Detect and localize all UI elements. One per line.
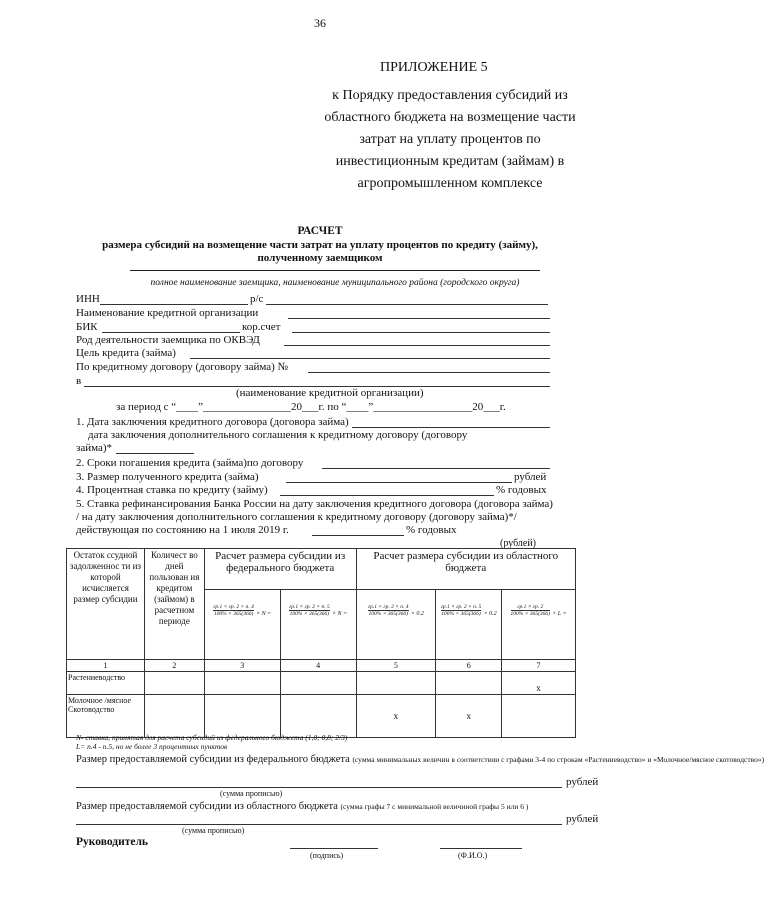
- rs-field[interactable]: [266, 304, 548, 305]
- order-line: областного бюджета на возмещение части: [324, 110, 576, 125]
- table-cell[interactable]: [356, 672, 436, 695]
- kor-label: кор.счет: [242, 321, 281, 333]
- col-number: 2: [144, 660, 204, 672]
- item2-label: 2. Сроки погашения кредита (займа)по договору: [76, 457, 304, 469]
- formula-den: 100% × 365(366): [510, 611, 550, 617]
- contract-label: По кредитному договору (договору займа) №: [76, 361, 289, 373]
- item5b-label: / на дату заключения дополнительного соглашения к кредитному договору (договору займа)*/: [76, 511, 517, 523]
- appendix-title: ПРИЛОЖЕНИЕ 5: [380, 60, 488, 75]
- obl-group-header: Расчет размера субсидии из областного бюджета: [356, 549, 576, 590]
- obl-total-field[interactable]: [76, 824, 562, 825]
- order-line: затрат на уплату процентов по: [359, 132, 541, 147]
- table-cell-x: х: [502, 672, 576, 695]
- fed-amount-caption: (сумма прописью): [220, 789, 283, 798]
- bank-prefix: в: [76, 375, 82, 387]
- formula-tail: × L =: [552, 611, 567, 617]
- table-cell[interactable]: [436, 672, 502, 695]
- formula-den: 100% × 365(366): [441, 611, 481, 617]
- formula-num: гр.1 × гр. 2 × п. 5: [440, 604, 482, 610]
- footnote-l: L= п.4 - п.5, но не более 3 процентных пунктов: [76, 742, 228, 751]
- col-number: 6: [436, 660, 502, 672]
- formula-cell: [204, 590, 280, 660]
- fed-group-header: Расчет размера субсидии из федерального бюджета: [204, 549, 356, 590]
- appendix-order: [310, 85, 590, 195]
- signature-field[interactable]: [290, 848, 378, 849]
- table-cell[interactable]: [144, 695, 204, 738]
- item3-label: 3. Размер полученного кредита (займа): [76, 471, 259, 483]
- table-cell[interactable]: [280, 672, 356, 695]
- fed-total-field[interactable]: [76, 787, 562, 788]
- row-label: Молочное /мясное Скотоводство: [67, 695, 145, 738]
- contract-field[interactable]: [308, 372, 550, 373]
- item4-unit: % годовых: [496, 484, 547, 496]
- kor-field[interactable]: [292, 332, 550, 333]
- fed-total-note: (сумма минимальных величин в соответствии с графами 3-4 по строкам «Растениеводство» и «Молочное/мясное скотоводство»): [352, 755, 764, 764]
- table-cell[interactable]: [502, 695, 576, 738]
- formula-tail: × N =: [256, 611, 272, 617]
- obl-total-label: [76, 800, 528, 813]
- table-cell[interactable]: [204, 695, 280, 738]
- formula-den: 100% × 365(366): [289, 611, 330, 617]
- table-cell[interactable]: [144, 672, 204, 695]
- order-line: инвестиционным кредитам (займам) в: [335, 154, 565, 169]
- order-line: к Порядку предоставления субсидий из: [332, 88, 568, 103]
- formula-cell: [502, 590, 576, 660]
- obl-rubles: рублей: [566, 813, 599, 825]
- bank-caption: (наименование кредитной организации): [236, 387, 424, 399]
- item3-unit: рублей: [514, 471, 547, 483]
- row-label: Растениеводство: [67, 672, 145, 695]
- inn-label: ИНН: [76, 293, 100, 305]
- page-number: 36: [314, 16, 326, 30]
- col-number: 4: [280, 660, 356, 672]
- formula-num: гр.1 × гр. 2: [511, 604, 550, 611]
- formula-num: гр.1 × гр. 2 × п. 4: [367, 604, 409, 610]
- item2-field[interactable]: [322, 468, 550, 469]
- doc-title: РАСЧЕТ: [297, 225, 343, 237]
- period-line: за период с “____”________________20___г. по “____”__________________20___г.: [116, 401, 506, 413]
- obl-total-text: Размер предоставляемой субсидии из областного бюджета: [76, 801, 338, 812]
- table-cell-x: х: [436, 695, 502, 738]
- purpose-field[interactable]: [190, 358, 550, 359]
- signature-caption: (подпись): [310, 851, 344, 860]
- okved-label: Род деятельности заемщика по ОКВЭД: [76, 334, 260, 346]
- head-label: Руководитель: [76, 836, 148, 848]
- item1c-field[interactable]: [116, 453, 194, 454]
- fio-field[interactable]: [440, 848, 522, 849]
- footnote-n: N- ставка, принятая для расчета субсидий из федерального бюджета (1,0; 0,8; 2/3): [76, 733, 348, 742]
- subtitle-line: размера субсидий на возмещение части затрат на уплату процентов по кредиту (займу),: [102, 239, 538, 251]
- obl-amount-caption: (сумма прописью): [182, 826, 245, 835]
- col-number: 7: [502, 660, 576, 672]
- item1-label: 1. Дата заключения кредитного договора (договора займа): [76, 416, 349, 428]
- formula-cell: [356, 590, 436, 660]
- rubles-note: (рублей): [500, 538, 537, 549]
- bik-label: БИК: [76, 321, 98, 333]
- table-cell[interactable]: [280, 695, 356, 738]
- col-number: 3: [204, 660, 280, 672]
- calculation-table: [66, 548, 576, 738]
- col1-header: Остаток ссудной задолженнос ти из которой исчисляется размер субсидии: [67, 549, 145, 660]
- formula-den: 100% × 365(366): [368, 611, 408, 617]
- formula-cell: [436, 590, 502, 660]
- rs-label: р/с: [250, 293, 264, 305]
- formula-tail: × 0.2: [483, 611, 497, 617]
- fed-total-label: [76, 753, 764, 766]
- col2-header: Количест во дней пользован ия кредитом (займом) в расчетном периоде: [144, 549, 204, 660]
- doc-subtitle: [40, 239, 600, 265]
- table-cell[interactable]: [204, 672, 280, 695]
- item4-field[interactable]: [280, 495, 494, 496]
- col-number: 5: [356, 660, 436, 672]
- fed-total-text: Размер предоставляемой субсидии из федерального бюджета: [76, 754, 350, 765]
- item3-field[interactable]: [286, 482, 512, 483]
- okved-field[interactable]: [284, 345, 550, 346]
- order-line: агропромышленном комплексе: [357, 176, 543, 191]
- item4-label: 4. Процентная ставка по кредиту (займу): [76, 484, 268, 496]
- bank-name-field[interactable]: [288, 318, 550, 319]
- table-cell-x: х: [356, 695, 436, 738]
- item5-field[interactable]: [312, 535, 404, 536]
- fed-rubles: рублей: [566, 776, 599, 788]
- purpose-label: Цель кредита (займа): [76, 347, 176, 359]
- borrower-caption: полное наименование заемщика, наименование муниципального района (городского округа): [150, 278, 520, 288]
- formula-cell: [280, 590, 356, 660]
- item5a-label: 5. Ставка рефинансирования Банка России на дату заключения кредитного договора (договора займа): [76, 498, 553, 510]
- formula-num: гр.1 × гр. 2 × п. 5: [289, 604, 330, 610]
- item1c-label: займа)*: [76, 442, 113, 454]
- table-row: [67, 672, 576, 695]
- item5-unit: % годовых: [406, 524, 457, 536]
- formula-tail: × N =: [331, 611, 348, 617]
- bik-field[interactable]: [102, 332, 240, 333]
- borrower-line[interactable]: [130, 270, 540, 271]
- obl-total-note: (сумма графы 7 с минимальной величиной графы 5 или 6 ): [340, 802, 529, 811]
- table-row: [67, 695, 576, 738]
- subtitle-line: полученному заемщиком: [257, 252, 383, 264]
- formula-tail: × 0.2: [410, 611, 424, 617]
- item1-field[interactable]: [352, 427, 550, 428]
- formula-num: гр.1 × гр. 2 × п. 4: [213, 604, 254, 610]
- fio-caption: (Ф.И.О.): [458, 851, 488, 860]
- formula-den: 100% × 365(366): [213, 611, 254, 617]
- item5c-label: действующая по состоянию на 1 июля 2019 г.: [76, 524, 289, 536]
- item1b-label: дата заключения дополнительного соглашения к кредитному договору (договору: [88, 429, 468, 441]
- inn-field[interactable]: [100, 304, 248, 305]
- col-number: 1: [67, 660, 145, 672]
- bank-name-label: Наименование кредитной организации: [76, 307, 259, 319]
